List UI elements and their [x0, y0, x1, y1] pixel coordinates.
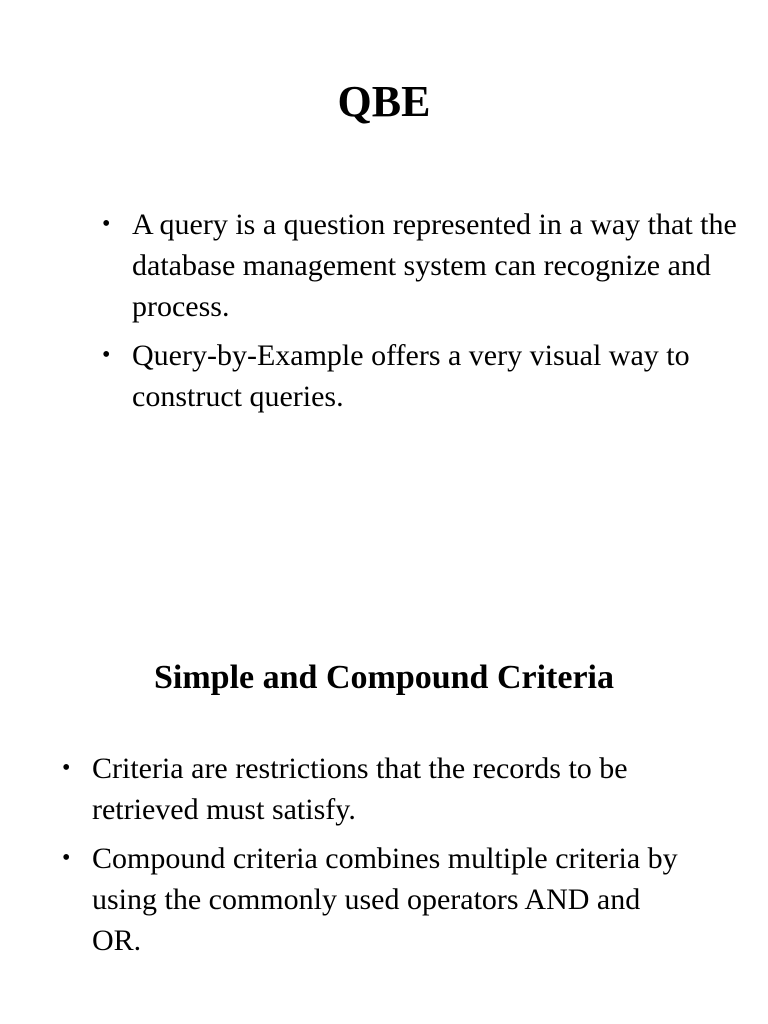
bullet-text: A query is a question represented in a way that the database management system can recognize and process. [132, 208, 737, 323]
bullet-icon: • [62, 845, 71, 871]
bullet-text: Criteria are restrictions that the records to be retrieved must satisfy. [92, 752, 628, 826]
bullet-item [62, 748, 682, 830]
bullet-list [102, 204, 742, 425]
bullet-icon: • [102, 211, 111, 237]
bullet-icon: • [102, 342, 111, 368]
slide-criteria [0, 512, 768, 1024]
slide-title: QBE [337, 77, 431, 126]
slide-title: Simple and Compound Criteria [154, 659, 614, 696]
bullet-text: Query-by-Example offers a very visual way to construct queries. [132, 339, 690, 413]
bullet-item [62, 838, 682, 961]
bullet-text: Compound criteria combines multiple criteria by using the commonly used operators AND and OR. [92, 842, 678, 957]
bullet-list [62, 748, 682, 969]
bullet-item [102, 335, 742, 417]
bullet-icon: • [62, 755, 71, 781]
bullet-item [102, 204, 742, 327]
